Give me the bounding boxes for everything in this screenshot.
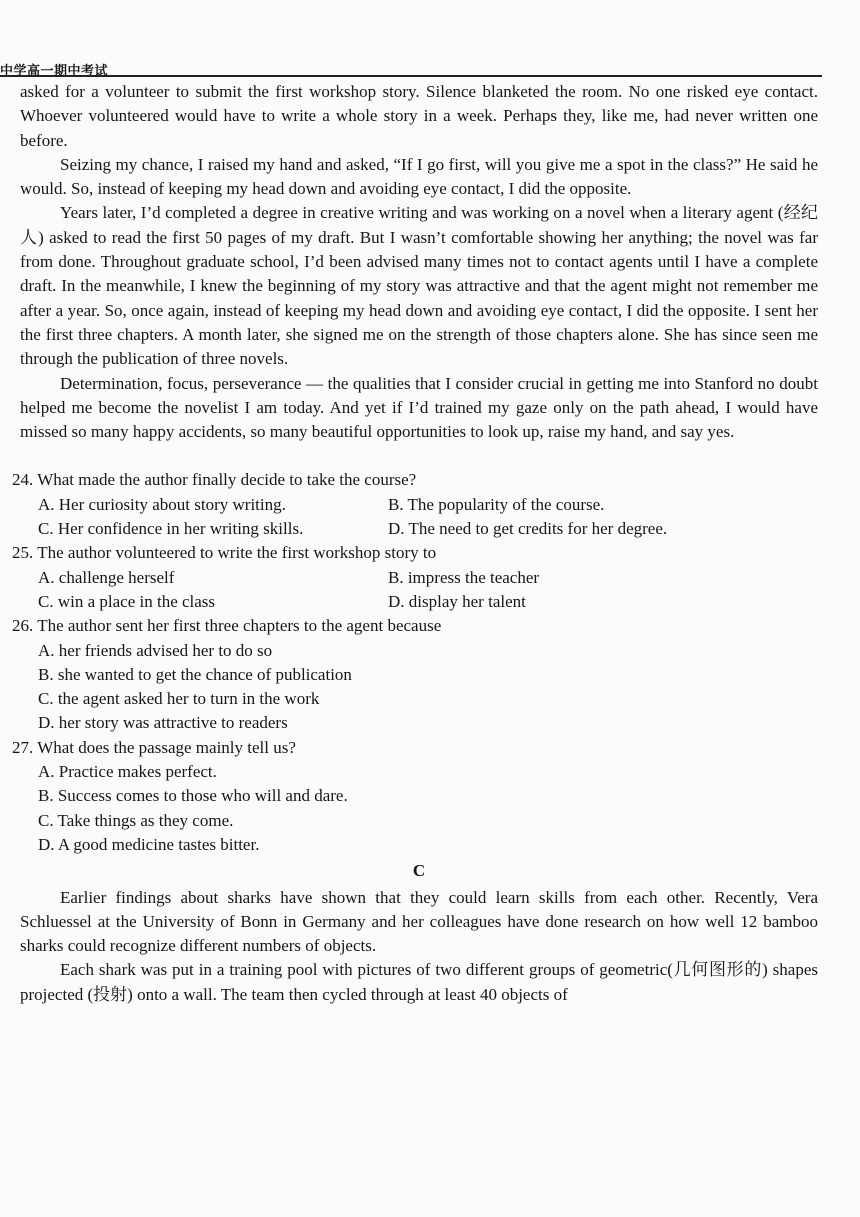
option-b[interactable]: B. The popularity of the course. [388,494,605,514]
passage-b-paragraph: Years later, I’d completed a degree in creative writing and was working on a novel when a literary agent (经纪人) asked to read the first 50 pages of my draft. But I wasn’t comfortable showing her anything; the novel was far from done. Throughout graduate school, I’d been advised many times not to contact agents until I have a complete draft. In the meanwhile, I knew the beginning of my story was attractive and that the agent might not remember me after a year. So, once again, instead of keeping my head down and avoiding eye contact, I did the opposite. I sent her the first three chapters. A month later, she signed me on the strength of those chapters alone. She has since seen me through the publication of three novels. [20,203,818,369]
question-24 [12,468,818,541]
option-row [38,590,818,614]
option-row [38,566,818,590]
page-content [12,80,818,1007]
question-stem: 26. The author sent her first three chapters to the agent because [12,616,442,636]
option-a[interactable]: A. Practice makes perfect. [38,762,217,782]
header-rule [0,75,822,77]
option-c[interactable]: C. Take things as they come. [38,810,234,830]
option-b[interactable]: B. she wanted to get the chance of publication [38,664,352,684]
option-d[interactable]: D. A good medicine tastes bitter. [38,834,260,854]
option-c[interactable]: C. Her confidence in her writing skills. [38,519,304,539]
option-row [38,517,818,541]
exam-header: 中学高一期中考试 [0,64,109,79]
passage-b-paragraph: Determination, focus, perseverance — the qualities that I consider crucial in getting me into Stanford no doubt helped me become the novelist I am today. And yet if I’d trained my gaze only on the path ahead, I would have missed so many happy accidents, so many beautiful opportunities to look up, raise my hand, and say yes. [20,373,818,442]
option-d[interactable]: D. The need to get credits for her degree. [388,519,668,539]
option-b[interactable]: B. Success comes to those who will and dare. [38,786,348,806]
option-row [38,493,818,517]
option-d[interactable]: D. her story was attractive to readers [38,713,288,733]
question-stem: 27. What does the passage mainly tell us? [12,737,296,757]
question-stem: 25. The author volunteered to write the first workshop story to [12,543,437,563]
question-25 [12,541,818,614]
question-26 [12,614,818,735]
question-27 [12,736,818,857]
option-b[interactable]: B. impress the teacher [388,567,540,587]
passage-c-paragraph: Earlier findings about sharks have shown that they could learn skills from each other. Recently, Vera Schluessel at the University of Bonn in Germany and her colleagues have done research on how well 12 bamboo sharks could recognize different numbers of objects. [20,887,818,956]
option-a[interactable]: A. her friends advised her to do so [38,640,273,660]
option-c[interactable]: C. the agent asked her to turn in the work [38,689,320,709]
passage-b-paragraph: Seizing my chance, I raised my hand and asked, “If I go first, will you give me a spot in the class?” He said he would. So, instead of keeping my head down and avoiding eye contact, I did the opposite. [20,154,818,199]
option-a[interactable]: A. Her curiosity about story writing. [38,494,286,514]
option-d[interactable]: D. display her talent [388,591,526,611]
passage-c-paragraph: Each shark was put in a training pool with pictures of two different groups of geometric(几何图形的) shapes projected (投射) onto a wall. The team then cycled through at least 40 objects of [20,960,818,1004]
option-a[interactable]: A. challenge herself [38,567,175,587]
spacer [20,444,818,468]
question-stem: 24. What made the author finally decide to take the course? [12,470,417,490]
section-label-c: C [412,861,426,881]
passage-b-paragraph: asked for a volunteer to submit the first workshop story. Silence blanketed the room. No one risked eye contact. Whoever volunteered would have to write a whole story in a week. Perhaps they, like me, had never written one before. [20,82,818,150]
option-c[interactable]: C. win a place in the class [38,591,216,611]
